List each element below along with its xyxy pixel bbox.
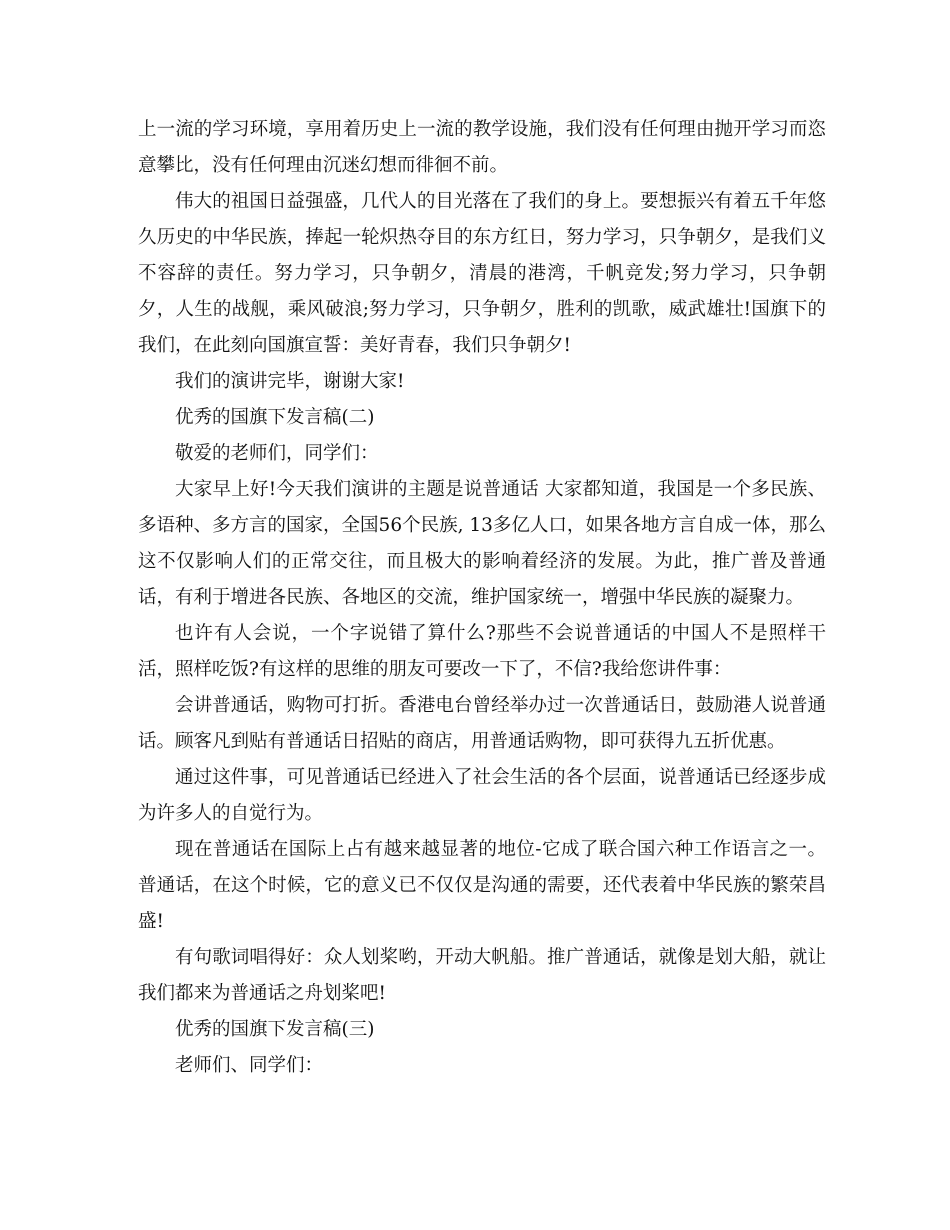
paragraph-8: 会讲普通话，购物可打折。香港电台曾经举办过一次普通话日，鼓励港人说普通话。顾客凡到贴有普通话日招贴的商店，用普通话购物，即可获得九五折优惠。: [138, 695, 826, 752]
paragraph-6: 大家早上好!今天我们演讲的主题是说普通话 大家都知道，我国是一个多民族、多语种、多方言的国家，全国56个民族, 13多亿人口，如果各地方言自成一体，那么这不仅影响人们的正常交往，而且极大的影响着经济的发展。为此，推广普及普通话，有利于增进各民族、各地区的交流，维护国家统一，增强中华民族的凝聚力。: [138, 479, 826, 608]
paragraph-3: 我们的演讲完毕，谢谢大家!: [175, 371, 405, 392]
salutation-3: 老师们、同学们：: [175, 1055, 324, 1076]
paragraph-2: 伟大的祖国日益强盛，几代人的目光落在了我们的身上。要想振兴有着五千年悠久历史的中华民族，捧起一轮炽热夺目的东方红日，努力学习，只争朝夕，是我们义不容辞的责任。努力学习，只争朝夕，清晨的港湾，千帆竞发;努力学习，只争朝夕，人生的战舰，乘风破浪;努力学习，只争朝夕，胜利的凯歌，威武雄壮!国旗下的我们，在此刻向国旗宣誓：美好青春，我们只争朝夕!: [138, 191, 826, 356]
paragraph-11: 有句歌词唱得好：众人划桨哟，开动大帆船。推广普通话，就像是划大船，就让我们都来为普通话之舟划桨吧!: [138, 947, 826, 1004]
section-heading-3: 优秀的国旗下发言稿(三): [175, 1019, 375, 1040]
paragraph-10: 现在普通话在国际上占有越来越显著的地位-它成了联合国六种工作语言之一。普通话，在这个时候，它的意义已不仅仅是沟通的需要，还代表着中华民族的繁荣昌盛!: [138, 839, 826, 932]
paragraph-1: 上一流的学习环境，享用着历史上一流的教学设施，我们没有任何理由抛开学习而恣意攀比，没有任何理由沉迷幻想而徘徊不前。: [138, 119, 826, 176]
salutation-2: 敬爱的老师们，同学们：: [175, 443, 379, 464]
section-heading-2: 优秀的国旗下发言稿(二): [175, 407, 375, 428]
document-body: [138, 112, 826, 1084]
paragraph-9: 通过这件事，可见普通话已经进入了社会生活的各个层面，说普通话已经逐步成为许多人的自觉行为。: [138, 767, 826, 824]
paragraph-7: 也许有人会说，一个字说错了算什么?那些不会说普通话的中国人不是照样干活，照样吃饭?有这样的思维的朋友可要改一下了，不信?我给您讲件事：: [138, 623, 826, 680]
